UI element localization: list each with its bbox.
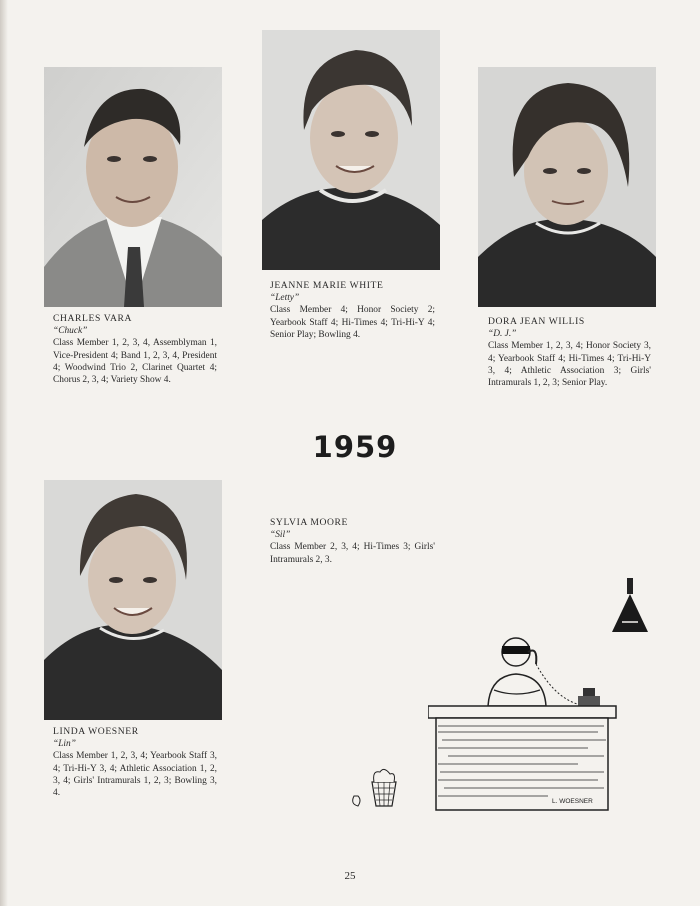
caption-linda-woesner — [53, 726, 217, 799]
senior-activities: Class Member 1, 2, 3, 4, Assemblyman 1, Vice-President 4; Band 1, 2, 3, 4, President 4; Woodwind Trio 2, Clarinet Quartet 4; Chorus 2, 3, 4; Variety Show 4. — [53, 338, 217, 386]
senior-nickname: “Lin” — [53, 739, 76, 750]
portrait-dora-jean-willis — [478, 67, 656, 307]
portrait-jeanne-marie-white — [262, 30, 440, 270]
senior-name: JEANNE MARIE WHITE — [270, 280, 384, 291]
portrait-charles-vara — [44, 67, 222, 307]
caption-dora-jean-willis — [488, 316, 651, 389]
caption-jeanne-marie-white — [270, 280, 435, 341]
bell-pennant-illustration — [608, 576, 652, 636]
senior-name: SYLVIA MOORE — [270, 517, 349, 528]
senior-nickname: “D. J.” — [488, 329, 517, 340]
senior-activities: Class Member 1, 2, 3, 4; Yearbook Staff 3, 4; Tri-Hi-Y 3, 4; Athletic Association 1, 2, 3, 4; Girls' Intramurals 1, 2, 3; Bowling 3, 4. — [53, 751, 217, 799]
senior-nickname: “Sil” — [270, 530, 291, 541]
senior-name: LINDA WOESNER — [53, 726, 139, 737]
senior-name: CHARLES VARA — [53, 313, 133, 324]
senior-nickname: “Letty” — [270, 293, 300, 304]
senior-activities: Class Member 1, 2, 3, 4; Honor Society 3, 4; Yearbook Staff 4; Hi-Times 4; Tri-Hi-Y 3, 4; Athletic Association 3; Girls' Intramurals 1, 2, 3; Senior Play. — [488, 341, 651, 389]
artist-signature: L. WOESNER — [552, 798, 593, 805]
page-spine-shadow — [0, 0, 8, 906]
senior-nickname: “Chuck” — [53, 326, 88, 337]
page-number: 25 — [344, 870, 356, 882]
wastebasket-illustration — [350, 762, 410, 812]
portrait-linda-woesner — [44, 480, 222, 720]
senior-activities: Class Member 4; Honor Society 2; Yearbook Staff 4; Hi-Times 4; Tri-Hi-Y 4; Senior Play; Bowling 4. — [270, 305, 435, 340]
senior-name: DORA JEAN WILLIS — [488, 316, 585, 327]
senior-activities: Class Member 2, 3, 4; Hi-Times 3; Girls' Intramurals 2, 3. — [270, 542, 435, 565]
caption-charles-vara — [53, 313, 217, 386]
caption-sylvia-moore — [270, 517, 435, 566]
desk-cartoon-illustration — [428, 634, 618, 814]
class-year-heading: 1959 — [312, 430, 398, 464]
